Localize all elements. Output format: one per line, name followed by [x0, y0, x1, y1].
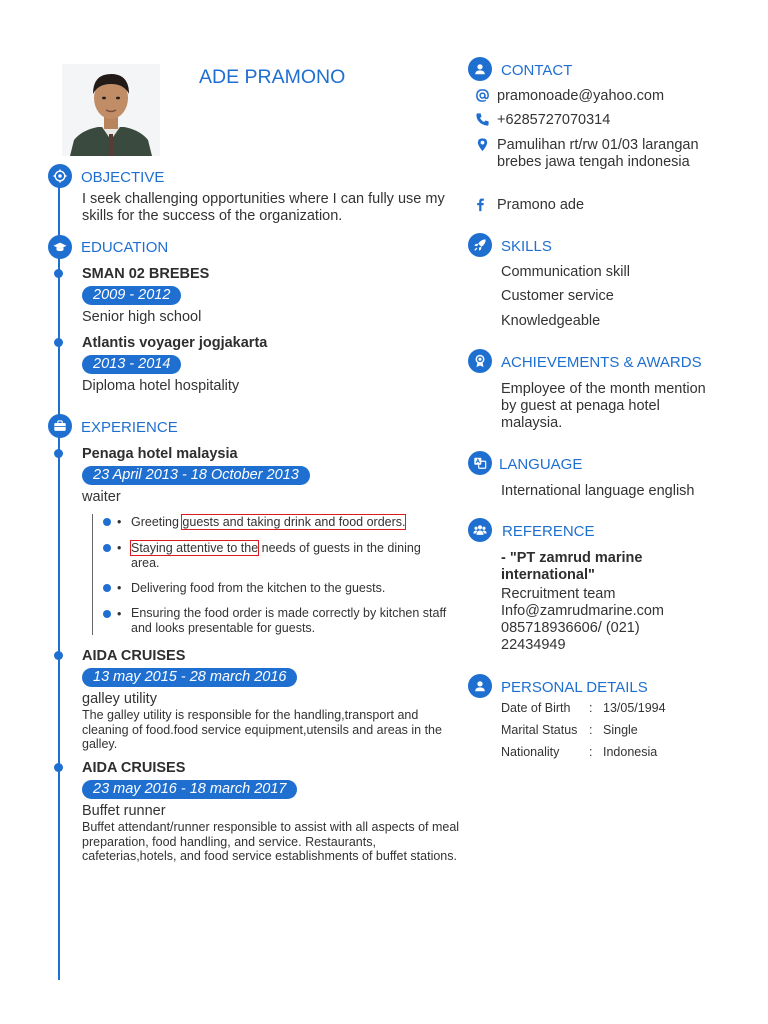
- dob-label: Date of Birth: [501, 701, 571, 715]
- education-school-1: SMAN 02 BREBES: [82, 266, 210, 282]
- marital-label: Marital Status: [501, 723, 578, 737]
- bullet-item-1: [131, 515, 451, 530]
- marital-value: Single: [603, 723, 638, 737]
- language-title: LANGUAGE: [499, 456, 583, 473]
- bullet-item-2: [131, 541, 451, 570]
- objective-text: I seek challenging opportunities where I can fully use my skills for the success of the organization.: [82, 191, 445, 224]
- skills-title: SKILLS: [501, 238, 552, 255]
- education-dot-2: [54, 338, 63, 347]
- personal-user-icon: [468, 674, 492, 698]
- bullet-dot-1: [103, 518, 111, 526]
- experience-description-3: Buffet attendant/runner responsible to assist with all aspects of meal preparation, food handling, and service. Restaurants, cafeterias,hotels, and food service establishments of buffet stations.: [82, 820, 460, 863]
- bullet-mark-1: •: [117, 515, 122, 529]
- education-period-1: 2009 - 2012: [82, 286, 181, 305]
- marital-colon: :: [589, 723, 593, 737]
- bullet-dot-3: [103, 584, 111, 592]
- skill-item-1: Communication skill: [501, 264, 630, 280]
- phone-icon: [474, 111, 490, 127]
- education-cap-icon: [48, 235, 72, 259]
- achievements-award-icon: [468, 349, 492, 373]
- education-degree-1: Senior high school: [82, 309, 202, 325]
- reference-name: - "PT zamrud marine international": [501, 550, 643, 583]
- contact-phone: +6285727070314: [497, 112, 611, 128]
- experience-company-1: Penaga hotel malaysia: [82, 446, 238, 462]
- timeline-line: [58, 168, 60, 980]
- contact-email: pramonoade@yahoo.com: [497, 88, 665, 104]
- facebook-icon: [472, 196, 488, 212]
- experience-role-3: Buffet runner: [82, 803, 166, 819]
- personal-row-nationality: [501, 745, 657, 759]
- reference-group-icon: [468, 518, 492, 542]
- bullet-1-text: Greeting: [131, 515, 183, 529]
- experience-role-2: galley utility: [82, 691, 157, 707]
- bullet-mark-4: •: [117, 607, 122, 621]
- bullet-dot-4: [103, 610, 111, 618]
- bullet-1-highlight: guests and taking drink and food orders.: [182, 515, 406, 529]
- experience-dot-3: [54, 763, 63, 772]
- achievements-title: ACHIEVEMENTS & AWARDS: [501, 354, 702, 371]
- candidate-name: ADE PRAMONO: [199, 66, 346, 88]
- experience-role-1: waiter: [82, 489, 121, 505]
- bullet-item-4: Ensuring the food order is made correctly by kitchen staff and looks presentable for guests.: [131, 606, 447, 635]
- education-title: EDUCATION: [81, 239, 169, 256]
- language-translate-icon: [468, 451, 492, 475]
- education-period-2: 2013 - 2014: [82, 355, 181, 374]
- experience-title: EXPERIENCE: [81, 419, 178, 436]
- nationality-colon: :: [589, 745, 593, 759]
- personal-title: PERSONAL DETAILS: [501, 679, 648, 696]
- objective-target-icon: [48, 164, 72, 188]
- experience-period-3: 23 may 2016 - 18 march 2017: [82, 780, 297, 799]
- reference-email: Info@zamrudmarine.com: [501, 603, 664, 619]
- bullet-dot-2: [103, 544, 111, 552]
- experience-period-1: 23 April 2013 - 18 October 2013: [82, 466, 310, 485]
- bullet-2-highlight: Staying attentive to the: [131, 541, 259, 555]
- language-text: International language english: [501, 483, 695, 499]
- dob-value: 13/05/1994: [603, 701, 666, 715]
- bullet-item-3: Delivering food from the kitchen to the guests.: [131, 581, 386, 595]
- objective-title: OBJECTIVE: [81, 169, 165, 186]
- personal-row-dob: [501, 701, 666, 715]
- education-school-2: Atlantis voyager jogjakarta: [82, 335, 268, 351]
- reference-phone: 085718936606/ (021) 22434949: [501, 620, 640, 653]
- skill-item-3: Knowledgeable: [501, 313, 601, 329]
- experience-dot-1: [54, 449, 63, 458]
- email-at-icon: [474, 87, 490, 103]
- contact-user-icon: [468, 57, 492, 81]
- reference-team: Recruitment team: [501, 586, 616, 602]
- skills-rocket-icon: [468, 233, 492, 257]
- dob-colon: :: [589, 701, 593, 715]
- location-pin-icon: [474, 136, 490, 152]
- bullet-mark-3: •: [117, 581, 122, 595]
- nationality-value: Indonesia: [603, 745, 658, 759]
- achievements-text: Employee of the month mention by guest at penaga hotel malaysia.: [501, 381, 706, 431]
- contact-address: Pamulihan rt/rw 01/03 larangan brebes jawa tengah indonesia: [497, 137, 699, 170]
- contact-title: CONTACT: [501, 62, 573, 79]
- bullet-2-after: needs of guests in the dining area.: [131, 541, 421, 570]
- personal-row-marital: [501, 723, 638, 737]
- experience-dot-2: [54, 651, 63, 660]
- reference-title: REFERENCE: [502, 523, 595, 540]
- bullet-list-border: [92, 514, 93, 635]
- nationality-label: Nationality: [501, 745, 560, 759]
- skill-item-2: Customer service: [501, 288, 614, 304]
- education-dot-1: [54, 269, 63, 278]
- education-degree-2: Diploma hotel hospitality: [82, 378, 240, 394]
- experience-company-3: AIDA CRUISES: [82, 760, 186, 776]
- profile-photo: [62, 64, 160, 156]
- experience-period-2: 13 may 2015 - 28 march 2016: [82, 668, 297, 687]
- experience-company-2: AIDA CRUISES: [82, 648, 186, 664]
- contact-facebook: Pramono ade: [497, 197, 585, 213]
- experience-briefcase-icon: [48, 414, 72, 438]
- experience-description-2: The galley utility is responsible for the handling,transport and cleaning of food.food service equipment,utensils and areas in the galley.: [82, 708, 442, 751]
- bullet-mark-2: •: [117, 541, 122, 555]
